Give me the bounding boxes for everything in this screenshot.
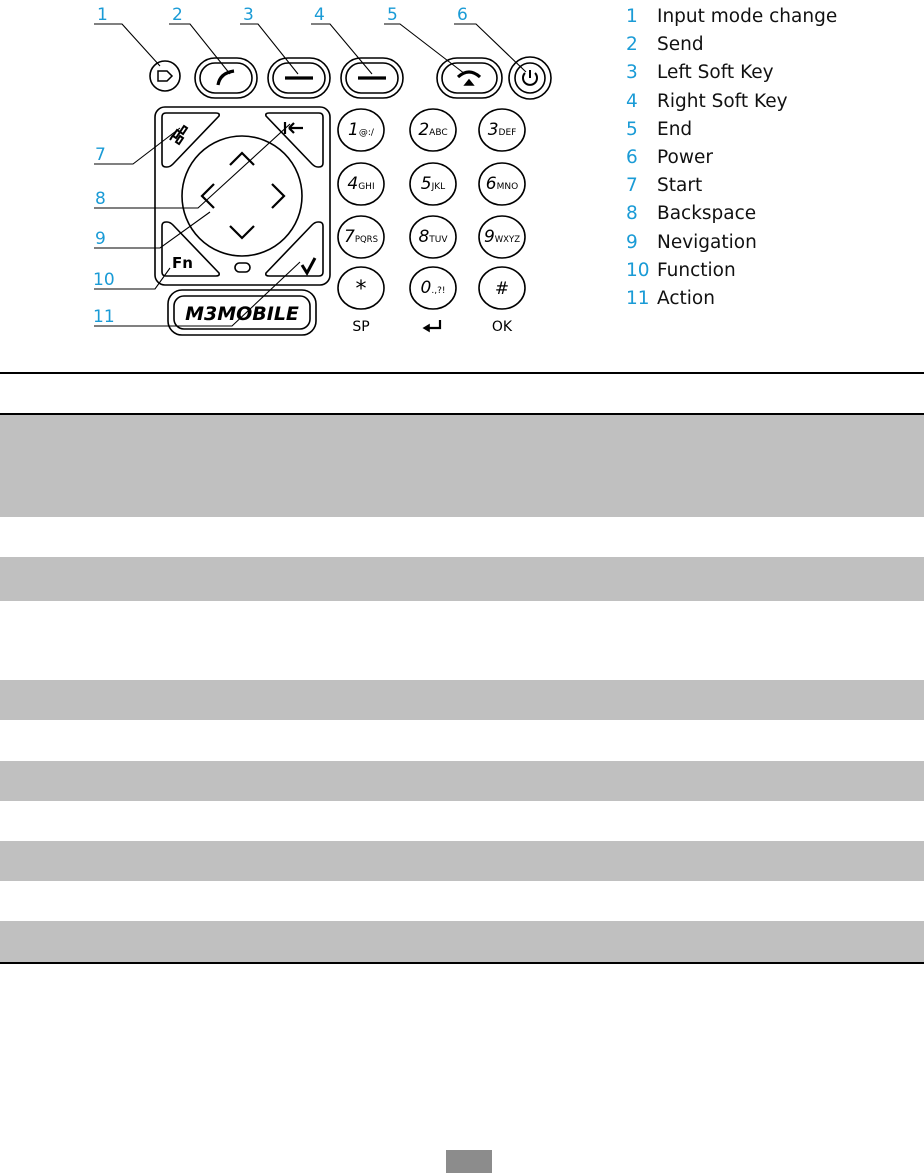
key-5-digit: 5 bbox=[420, 174, 432, 194]
legend-item bbox=[626, 116, 837, 144]
key-2-digit: 2 bbox=[418, 120, 430, 140]
nav-right-arrow bbox=[272, 184, 284, 208]
callout-4: 4 bbox=[314, 5, 325, 25]
svg-text:3DEF bbox=[488, 120, 517, 140]
callout-8: 8 bbox=[95, 189, 106, 209]
legend-label: Send bbox=[657, 34, 704, 56]
legend-number: 5 bbox=[626, 118, 638, 140]
key-8-letters: TUV bbox=[429, 235, 448, 245]
legend-item bbox=[626, 3, 837, 31]
callout-9: 9 bbox=[95, 229, 106, 249]
table-top-rule bbox=[0, 372, 924, 374]
key-8-digit: 8 bbox=[418, 227, 430, 247]
svg-text:6MNO bbox=[486, 174, 518, 194]
page-number-tab bbox=[446, 1150, 492, 1173]
callout-2: 2 bbox=[172, 5, 183, 25]
callout-10: 10 bbox=[93, 270, 115, 290]
svg-text:7PQRS bbox=[344, 227, 378, 247]
callout-6: 6 bbox=[457, 5, 468, 25]
key-5-letters: JKL bbox=[431, 182, 446, 192]
legend-number: 11 bbox=[626, 287, 650, 309]
nav-left-arrow bbox=[202, 184, 214, 208]
left-soft-key bbox=[268, 58, 330, 98]
legend-item bbox=[626, 59, 837, 87]
check-icon bbox=[302, 258, 315, 273]
table-row-shaded bbox=[0, 680, 924, 720]
legend-label: Left Soft Key bbox=[657, 62, 774, 84]
table-row-shaded bbox=[0, 761, 924, 801]
svg-text:1@:/ bbox=[348, 120, 375, 140]
key-star-symbol: * bbox=[355, 277, 367, 302]
callout-legend bbox=[626, 3, 837, 313]
hangup-icon bbox=[458, 72, 480, 77]
legend-number: 2 bbox=[626, 34, 638, 56]
key-1-letters: @:/ bbox=[358, 128, 374, 138]
key-1-digit: 1 bbox=[348, 120, 359, 140]
legend-label: Nevigation bbox=[657, 231, 757, 253]
svg-text:4GHI bbox=[347, 174, 374, 194]
nav-up-arrow bbox=[230, 153, 254, 165]
callout-7: 7 bbox=[95, 145, 106, 165]
key-9-letters: WXYZ bbox=[494, 235, 521, 245]
right-soft-key bbox=[341, 58, 403, 98]
svg-text:8TUV bbox=[418, 227, 448, 247]
key-6-digit: 6 bbox=[485, 174, 497, 194]
legend-item bbox=[626, 172, 837, 200]
legend-number: 4 bbox=[626, 90, 638, 112]
key-6-letters: MNO bbox=[496, 182, 519, 192]
table-row-shaded bbox=[0, 921, 924, 962]
legend-label: Input mode change bbox=[657, 6, 838, 27]
legend-label: End bbox=[657, 118, 693, 140]
table-row-shaded bbox=[0, 841, 924, 881]
input-mode-key bbox=[150, 61, 180, 91]
key-4-letters: GHI bbox=[358, 182, 375, 192]
key-0-letters: .,?! bbox=[431, 286, 446, 296]
legend-number: 7 bbox=[626, 175, 638, 197]
legend-number: 3 bbox=[626, 62, 638, 84]
svg-text:0.,?! bbox=[421, 278, 446, 298]
legend-label: Action bbox=[657, 287, 715, 309]
key-7-digit: 7 bbox=[344, 227, 355, 247]
key-9-digit: 9 bbox=[483, 227, 495, 247]
key-2-letters: ABC bbox=[429, 128, 448, 138]
legend-label: Right Soft Key bbox=[657, 90, 788, 112]
key-hash-symbol: # bbox=[494, 279, 510, 299]
send-key bbox=[195, 58, 257, 98]
callout-11: 11 bbox=[93, 307, 115, 327]
legend-item bbox=[626, 31, 837, 59]
key-4-digit: 4 bbox=[347, 174, 359, 194]
key-7-letters: PQRS bbox=[354, 235, 378, 245]
legend-label: Power bbox=[657, 146, 713, 168]
key-0-digit: 0 bbox=[420, 278, 432, 298]
legend-number: 10 bbox=[626, 259, 650, 281]
keypad-diagram bbox=[0, 0, 600, 350]
key-3-digit: 3 bbox=[487, 120, 499, 140]
legend-number: 9 bbox=[626, 231, 638, 253]
end-key bbox=[437, 58, 502, 98]
legend-number: 8 bbox=[626, 203, 638, 225]
legend-number: 6 bbox=[626, 146, 638, 168]
callout-3: 3 bbox=[243, 5, 254, 25]
legend-item bbox=[626, 257, 837, 285]
legend-number: 1 bbox=[626, 6, 638, 27]
nav-down-arrow bbox=[230, 226, 254, 238]
callout-5: 5 bbox=[387, 5, 398, 25]
svg-text:9WXYZ bbox=[484, 227, 520, 247]
key-star-caption: SP bbox=[352, 319, 370, 335]
legend-label: Function bbox=[657, 259, 736, 281]
legend-label: Start bbox=[657, 175, 703, 197]
legend-item bbox=[626, 200, 837, 228]
key-3-letters: DEF bbox=[498, 128, 517, 138]
legend-label: Backspace bbox=[657, 203, 757, 225]
callout-1: 1 bbox=[97, 5, 108, 25]
legend-item bbox=[626, 144, 837, 172]
svg-text:2ABC bbox=[418, 120, 447, 140]
brand-logo-text: M3MOBILE bbox=[185, 303, 299, 325]
phone-icon bbox=[218, 71, 234, 85]
legend-item bbox=[626, 285, 837, 313]
legend-item bbox=[626, 88, 837, 116]
backspace-key bbox=[266, 113, 323, 167]
svg-text:5JKL bbox=[421, 174, 445, 194]
key-hash-caption: OK bbox=[491, 319, 513, 335]
power-key bbox=[509, 57, 551, 99]
table-row-shaded bbox=[0, 557, 924, 601]
legend-item bbox=[626, 229, 837, 257]
backspace-icon bbox=[285, 122, 303, 134]
table-row-shaded bbox=[0, 415, 924, 517]
fn-key-label: Fn bbox=[172, 254, 193, 272]
table-bottom-rule bbox=[0, 962, 924, 964]
